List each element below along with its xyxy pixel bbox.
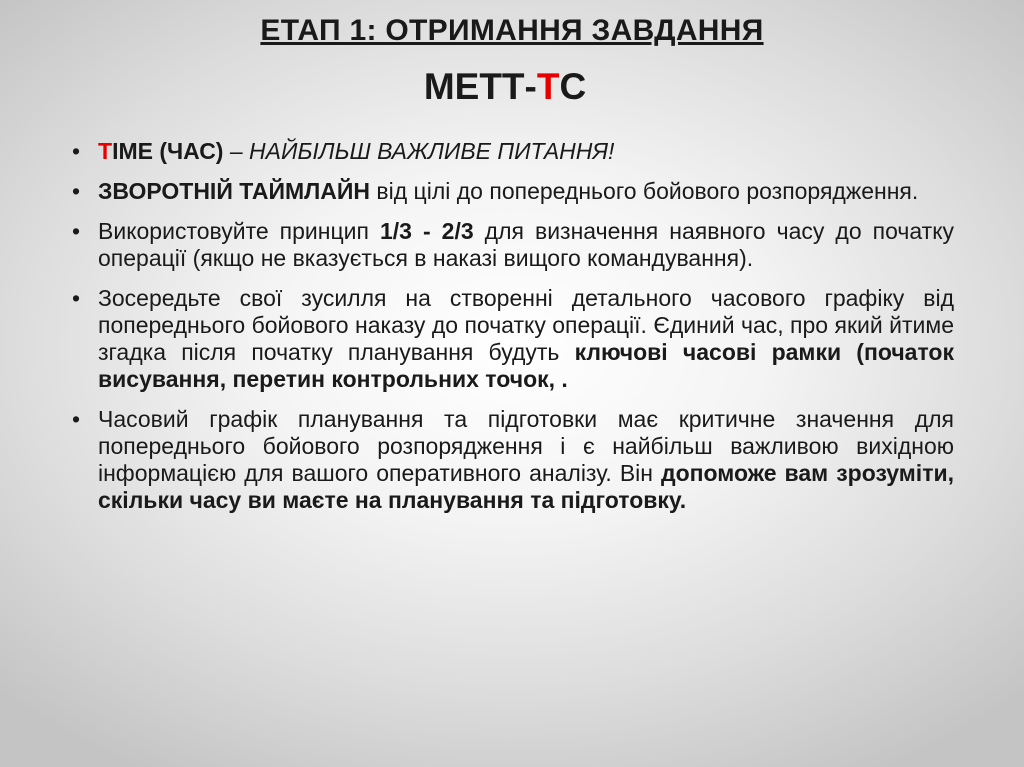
bullet-item-planning-timeline [72, 406, 954, 514]
planning-text: Часовий графік планування та підготовки має критичне значення для попереднього бойового розпорядження і є найбільш важливою вихідною інформацією для вашого оперативного аналізу. Він [98, 406, 954, 486]
bullet-icon: • [72, 406, 81, 432]
subtitle-prefix: МЕТТ- [423, 66, 537, 107]
planning-emphasis: допоможе вам зрозуміти, скільки часу ви маєте на планування та підготовку. [98, 460, 954, 513]
schedule-key-frames: ключові часові рамки (початок висування, перетин контрольних точок, . [98, 339, 954, 392]
bullet-list [72, 138, 954, 527]
subtitle-suffix: С [559, 66, 587, 107]
bullet-icon: • [72, 285, 81, 311]
bullet-item-reverse-timeline [72, 178, 954, 205]
time-initial: Т [98, 138, 113, 164]
reverse-timeline-text: від цілі до попереднього бойового розпорядження. [370, 178, 919, 204]
bullet-icon: • [72, 138, 81, 164]
rule-text-start: Використовуйте принцип [98, 218, 380, 244]
bullet-item-one-third-rule [72, 218, 954, 272]
time-emphasis: НАЙБІЛЬШ ВАЖЛИВЕ ПИТАННЯ! [249, 138, 615, 164]
schedule-text: Зосередьте свої зусилля на створенні детального часового графіку від попереднього бойового наказу до початку операції. Єдиний час, про який йтиме згадка після початку планування будуть [98, 285, 954, 365]
slide-title: ЕТАП 1: ОТРИМАННЯ ЗАВДАННЯ [260, 14, 764, 47]
rule-text-end: для визначення наявного часу до початку операції (якщо не вказується в наказі вищого командування). [98, 218, 955, 271]
slide-subtitle [0, 66, 1010, 108]
reverse-timeline-term: ЗВОРОТНІЙ ТАЙМЛАЙН [98, 178, 371, 204]
rule-ratio: 1/3 - 2/3 [379, 218, 474, 244]
bullet-item-time [72, 138, 954, 165]
time-dash: – [223, 138, 250, 164]
bullet-item-detailed-schedule [72, 285, 954, 393]
bullet-icon: • [72, 178, 81, 204]
subtitle-highlight: Т [536, 66, 560, 107]
bullet-icon: • [72, 218, 81, 244]
time-label: IME (ЧАС) [112, 138, 224, 164]
